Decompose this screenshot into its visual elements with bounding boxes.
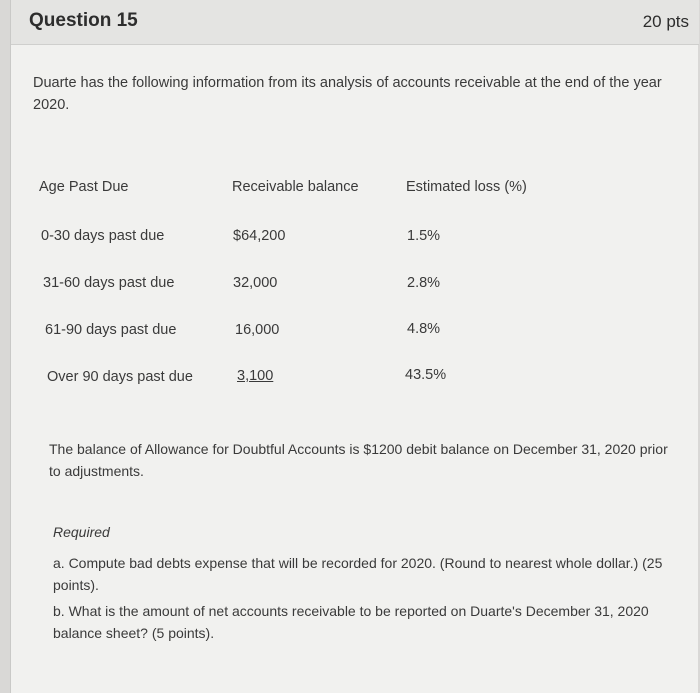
row1-age: 0-30 days past due	[41, 228, 165, 244]
col-header-balance: Receivable balance	[232, 179, 359, 195]
allowance-note: The balance of Allowance for Doubtful Accounts is $1200 debit balance on December 31, 2020 prior to adjustments.	[49, 441, 668, 479]
required-label: Required	[53, 524, 110, 540]
row4-loss: 43.5%	[405, 367, 447, 383]
required-part-a: a. Compute bad debts expense that will be recorded for 2020. (Round to nearest whole dollar.) (25 points).	[53, 555, 663, 593]
question-card	[10, 0, 698, 693]
row1-balance: $64,200	[233, 228, 286, 244]
row4-balance: 3,100	[237, 368, 274, 384]
row4-age: Over 90 days past due	[47, 369, 193, 385]
question-points: 20 pts	[642, 12, 689, 31]
row3-loss: 4.8%	[407, 321, 441, 337]
question-header	[11, 0, 699, 45]
required-part-b: b. What is the amount of net accounts receivable to be reported on Duarte's December 31, 2020 balance sheet? (5 points).	[53, 603, 649, 641]
col-header-loss: Estimated loss (%)	[406, 179, 527, 195]
row1-loss: 1.5%	[407, 228, 441, 244]
row2-loss: 2.8%	[407, 275, 441, 291]
row2-age: 31-60 days past due	[43, 275, 175, 291]
row3-age: 61-90 days past due	[45, 322, 177, 338]
col-header-age: Age Past Due	[39, 179, 129, 195]
row3-balance: 16,000	[235, 322, 280, 338]
question-title: Question 15	[29, 10, 138, 31]
row2-balance: 32,000	[233, 275, 278, 291]
intro-text: Duarte has the following information from its analysis of accounts receivable at the end of the year 2020.	[33, 75, 662, 113]
